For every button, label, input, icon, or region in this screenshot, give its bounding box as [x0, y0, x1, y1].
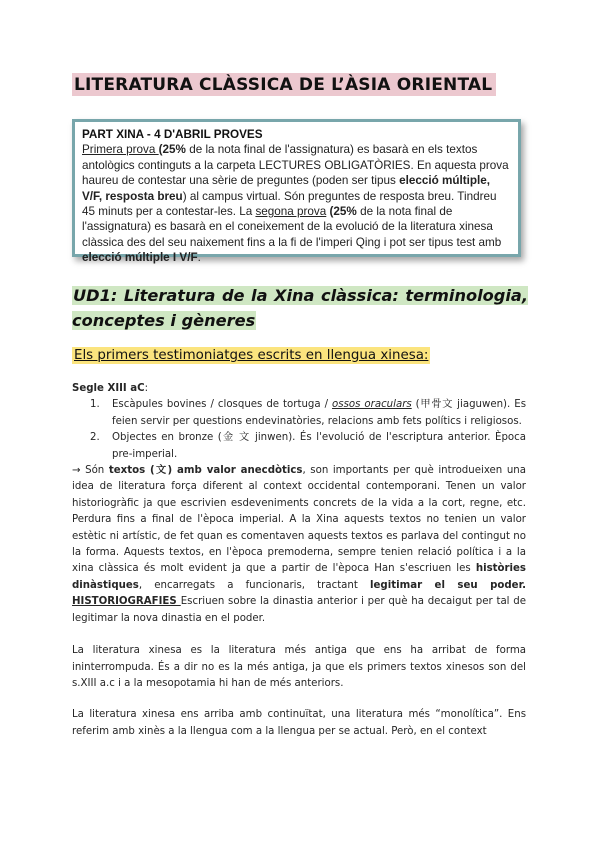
body-text [72, 381, 526, 740]
first-exam-text-b: ) al campus virtual. Són preguntes de resposta breu. Tindreu 45 minuts per a contestar-les. La [82, 189, 497, 219]
century-label: Segle XIII aC [72, 383, 145, 394]
paragraph-oldest-literature: La literatura xinesa es la literatura més antiga que ens ha arribat de forma ininterrompuda. És a dir no es la més antiga, ja que els primers textos xinesos son del s.XIII a.c i a la mesopotamia hi han de més anteriors. [72, 645, 526, 689]
list-item-text: Escàpules bovines / closques de tortuga / [112, 399, 333, 411]
unit-heading-text: UD1: Literatura de la Xina clàssica: terminologia, conceptes i gèneres [72, 286, 528, 330]
second-exam-format: elecció múltiple I V/F [82, 251, 198, 265]
exam-box-heading: PART XINA - 4 D'ABRIL PROVES [82, 128, 263, 141]
second-exam-weight: (25% [326, 205, 357, 219]
source-list [72, 397, 526, 463]
exam-info-box [72, 119, 521, 265]
first-exam-label: Primera prova [82, 143, 159, 157]
para-text: Escriuen sobre la dinastia anterior i per què ha decaigut per tal de legitimar la nova dinastia en el poder. [72, 596, 526, 624]
list-item-text: Objectes en bronze (金 文 jinwen). És l'evolució de l'escriptura anterior. Època pre-imperial. [112, 432, 526, 460]
first-exam-format: elecció múltiple, V/F, resposta breu [82, 174, 491, 203]
list-item-emphasis: ossos oraculars [332, 399, 412, 411]
century-heading [72, 381, 526, 397]
paragraph-continuity: La literatura xinesa ens arriba amb continuïtat, una literatura més “monolítica”. Ens referim amb xinès a la llengua com a la llengua per se actual. Però, en el context [72, 709, 526, 737]
para-text: , son importants per què introdueixen una idea de literatura força diferent al context occidental contemporani. Tenen un valor historiogràfic ja que escrivien esdeveniments concrets de la vida a la cort, regne, etc. Perdura fins a final de l'època imperial. A la Xina aquests textos no tenien un valor estètic ni artístic, de fet quan es comentaven aquests textos es parlava del contingut no la forma. Aquests textos, en l'època premoderna, sempre tenien relació política i a la xina clàssica és molt evident ja que a partir de l'època Han s'escriuen les [72, 465, 526, 575]
second-exam-label: segona prova [255, 205, 327, 219]
para-bold: legitimar el seu poder. [370, 579, 527, 591]
list-item [72, 430, 526, 463]
document-title: LITERATURA CLÀSSICA DE L’ÀSIA ORIENTAL [72, 73, 496, 96]
para-bold: històries dinàstiques [72, 563, 526, 591]
list-item-number: 2. [90, 432, 100, 444]
second-exam-text-a: de la nota final de l'assignatura) es basarà en el coneixement de la evolució de la literatura xinesa clàssica des del seu naixement fins a la fi de l'imperi Qing i pot ser tipus test amb [82, 205, 502, 249]
para-bold: textos (文) amb valor anecdòtics [108, 465, 303, 477]
second-exam-text-b: . [197, 251, 201, 265]
list-item-text-end: (甲骨文 jiaguwen). Es feien servir per questions endevinatòries, relacions amb fets polítics i religiosos. [112, 399, 527, 427]
unit-heading [72, 283, 528, 333]
century-colon: : [144, 383, 149, 394]
para-text: → Són [72, 465, 109, 477]
list-item-number: 1. [90, 399, 100, 411]
para-text: , encarregats a funcionaris, tractant [138, 579, 371, 591]
para-bold-underline: HISTORIOGRAFIES [72, 596, 181, 608]
first-exam-text-a: de la nota final de l'assignatura) es basarà en els textos antològics continguts a la carpeta LECTURES OBLIGATÒRIES. En aquesta prova haureu de contestar una sèrie de preguntes (poden ser tipus [82, 143, 509, 188]
first-exam-weight: (25% [158, 143, 186, 157]
section-heading: Els primers testimoniatges escrits en llengua xinesa: [74, 348, 429, 363]
list-item [72, 397, 526, 430]
paragraph-anecdotal-texts [72, 463, 526, 627]
exam-box-text [82, 142, 511, 265]
